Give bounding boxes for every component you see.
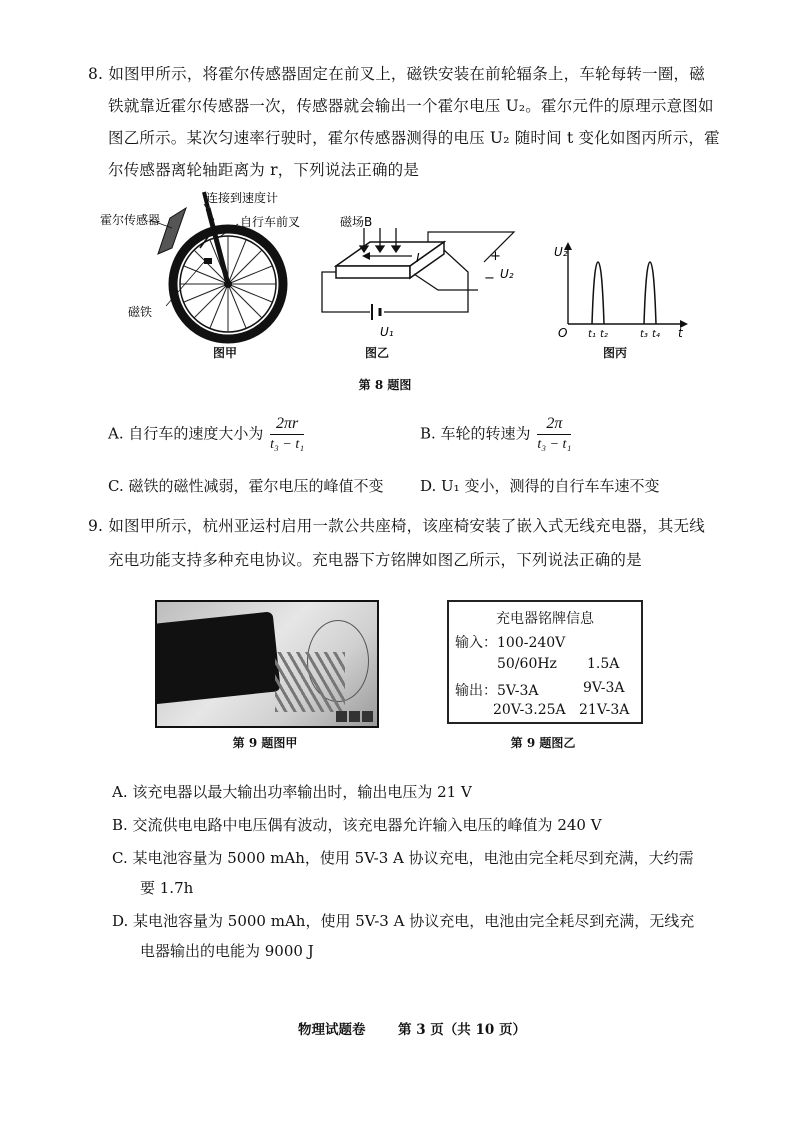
q9-nameplate	[447, 600, 643, 724]
nameplate-output-21v: 21V-3A	[579, 702, 630, 718]
q8-stem-line-1: 8. 如图甲所示，将霍尔传感器固定在前叉上，磁铁安装在前轮辐条上，车轮每转一圈，磁	[88, 65, 705, 83]
q8-option-a-fraction	[270, 414, 304, 455]
q9-photo-caption: 第 9 题图甲	[232, 736, 298, 750]
label-speedometer: 连接到速度计	[206, 191, 279, 205]
x-axis-label: t	[678, 326, 683, 338]
q8-option-a-numerator: 2πr	[270, 414, 304, 435]
nameplate-output-20v: 20V-3.25A	[493, 702, 566, 718]
q8-stem-line-2: 铁就靠近霍尔传感器一次，传感器就会输出一个霍尔电压 U₂。霍尔元件的原理示意图如	[108, 97, 714, 115]
label-plus: +	[490, 249, 501, 264]
figure-jia-bicycle-wheel	[100, 188, 300, 368]
q8-stem-line-4: 尔传感器离轮轴距离为 r，下列说法正确的是	[108, 161, 420, 179]
nameplate-output-9v: 9V-3A	[583, 680, 625, 696]
q9-option-a: A. 该充电器以最大输出功率输出时，输出电压为 21 V	[112, 783, 472, 801]
nameplate-input-voltage: 输入：100-240V	[455, 635, 566, 651]
label-current-i: I	[416, 251, 420, 265]
q9-stem-line-1: 9. 如图甲所示，杭州亚运村启用一款公共座椅，该座椅安装了嵌入式无线充电器，其无线	[88, 517, 705, 535]
nameplate-input-current: 1.5A	[587, 656, 620, 672]
q8-option-b-numerator: 2π	[537, 414, 571, 435]
label-magnet: 磁铁	[128, 305, 153, 319]
figure-yi-hall-circuit	[318, 212, 524, 342]
tick-t2: t₂	[600, 329, 608, 338]
nameplate-output-5v: 输出：5V-3A	[455, 683, 539, 699]
nameplate-input-frequency: 50/60Hz	[497, 656, 557, 672]
label-field-b: 磁场B	[340, 215, 373, 229]
q9-option-d-line-2: 电器输出的电能为 9000 J	[140, 942, 314, 960]
q9-photo-bench-charger	[155, 600, 379, 728]
label-minus: −	[484, 271, 495, 286]
q8-option-a-denominator: t₃ − t₁	[270, 437, 305, 452]
q8-stem-line-3: 图乙所示。某次匀速率行驶时，霍尔传感器测得的电压 U₂ 随时间 t 变化如图丙所示，霍	[108, 129, 720, 147]
q9-stem-line-2: 充电功能支持多种充电协议。充电器下方铭牌如图乙所示，下列说法正确的是	[108, 551, 642, 569]
footer-subject: 物理试题卷	[298, 1022, 366, 1038]
photo-icons	[336, 711, 373, 722]
q9-option-d-line-1: D. 某电池容量为 5000 mAh，使用 5V-3 A 协议充电，电池由完全耗尽到充满，无线充	[112, 912, 695, 930]
q8-option-a	[108, 414, 304, 455]
footer-page-number: 第 3 页（共 10 页）	[398, 1022, 526, 1038]
q8-option-b-text: B. 车轮的转速为	[420, 424, 531, 443]
caption-fig-jia: 图甲	[212, 346, 237, 360]
q8-figure-caption: 第 8 题图	[358, 378, 412, 392]
magnetic-field-arrows	[360, 228, 400, 252]
q9-option-b: B. 交流供电电路中电压偶有波动，该充电器允许输入电压的峰值为 240 V	[112, 816, 602, 834]
q8-option-b-fraction	[537, 414, 571, 455]
caption-fig-bing: 图丙	[602, 346, 627, 360]
label-front-fork: 自行车前叉	[240, 215, 300, 229]
label-u2: U₂	[500, 267, 514, 281]
magnet-shape	[204, 258, 212, 264]
q9-option-c-line-1: C. 某电池容量为 5000 mAh，使用 5V-3 A 协议充电，电池由完全耗尽到充满，大约需	[112, 849, 694, 867]
pulse-1	[592, 262, 604, 324]
q8-option-b	[420, 414, 571, 455]
origin-label: O	[558, 326, 568, 338]
y-axis-label: U₂	[554, 245, 568, 259]
label-hall-sensor: 霍尔传感器	[100, 213, 161, 227]
tick-t4: t₄	[652, 329, 660, 338]
front-fork	[208, 208, 228, 284]
q8-option-c: C. 磁铁的磁性减弱，霍尔电压的峰值不变	[108, 477, 384, 495]
q8-option-a-text: A. 自行车的速度大小为	[108, 424, 264, 443]
figure-bing-voltage-graph	[548, 238, 690, 338]
q8-option-d: D. U₁ 变小，测得的自行车车速不变	[420, 477, 660, 495]
nameplate-title: 充电器铭牌信息	[496, 611, 594, 627]
q9-nameplate-caption: 第 9 题图乙	[510, 736, 576, 750]
q9-option-c-line-2: 要 1.7h	[140, 879, 194, 897]
tick-t3: t₃	[640, 329, 648, 338]
caption-fig-yi: 图乙	[364, 346, 389, 360]
pulse-2	[644, 262, 656, 324]
q8-option-b-denominator: t₃ − t₁	[537, 437, 572, 452]
label-u1: U₁	[380, 325, 394, 339]
tick-t1: t₁	[588, 329, 596, 338]
phone-shape	[155, 611, 281, 704]
